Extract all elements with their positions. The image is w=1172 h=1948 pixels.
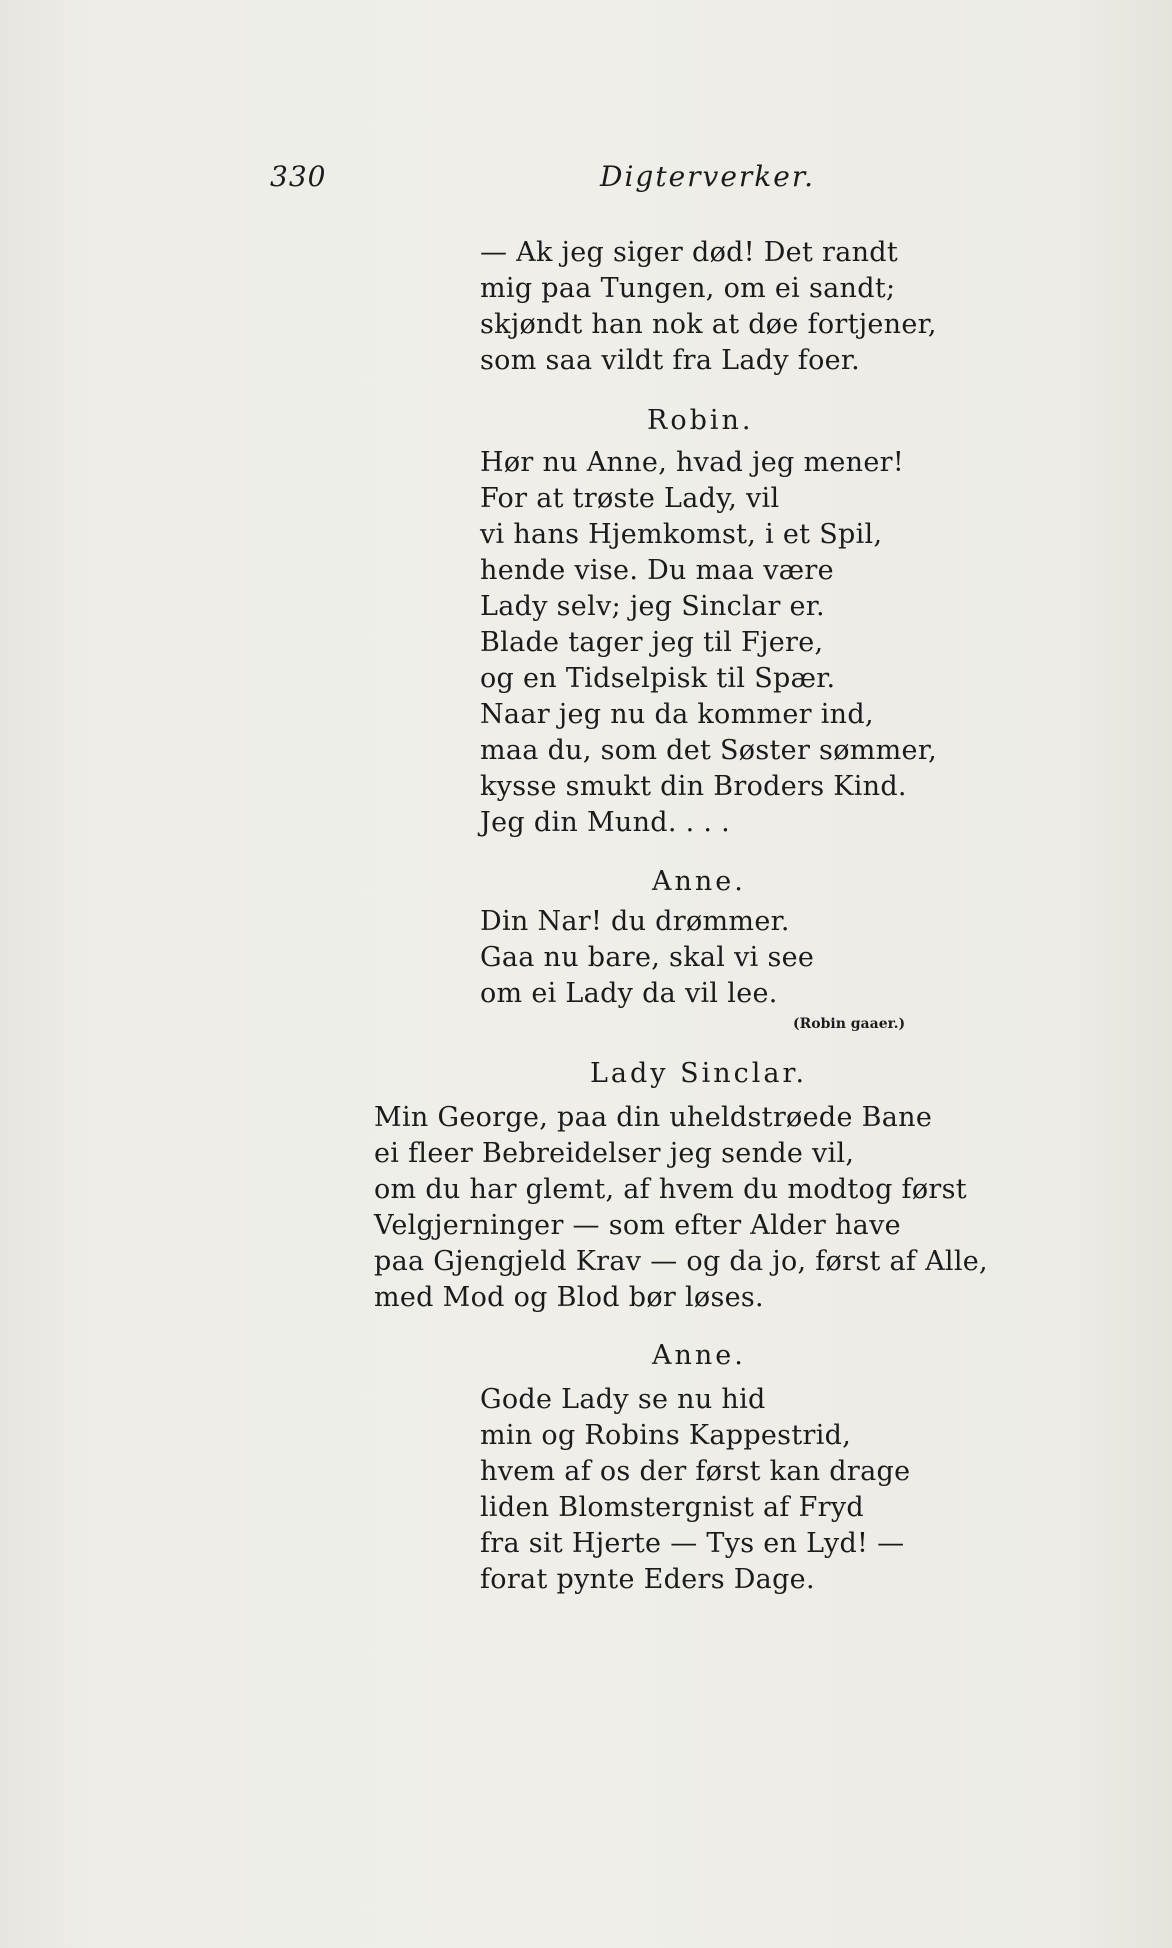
speech-robin <box>480 445 937 841</box>
verse-line: og en Tidselpisk til Spær. <box>480 663 836 694</box>
verse-line: Velgjerninger — som efter Alder have <box>374 1210 901 1241</box>
verse-line: forat pynte Eders Dage. <box>480 1564 815 1595</box>
verse-line: Gaa nu bare, skal vi see <box>480 942 815 973</box>
verse-line: maa du, som det Søster sømmer, <box>480 735 937 766</box>
verse-line: med Mod og Blod bør løses. <box>374 1282 764 1313</box>
verse-line: liden Blomstergnist af Fryd <box>480 1492 864 1523</box>
verse-line: For at trøste Lady, vil <box>480 483 780 514</box>
speaker-anne: Anne. <box>652 1340 746 1371</box>
verse-line: Blade tager jeg til Fjere, <box>480 627 824 658</box>
verse-line: som saa vildt fra Lady foer. <box>480 345 861 376</box>
verse-line: — Ak jeg siger død! Det randt <box>480 237 899 268</box>
verse-line: ei fleer Bebreidelser jeg sende vil, <box>374 1138 855 1169</box>
speech-anne-second <box>480 1382 910 1598</box>
verse-line: Jeg din Mund. . . . <box>480 807 731 838</box>
verse-line: mig paa Tungen, om ei sandt; <box>480 273 896 304</box>
page-number: 330 <box>270 160 327 193</box>
speech-anne <box>480 904 814 1012</box>
verse-line: Lady selv; jeg Sinclar er. <box>480 591 825 622</box>
verse-line: skjøndt han nok at døe fortjener, <box>480 309 937 340</box>
speech-continuation <box>480 235 937 379</box>
verse-line: Naar jeg nu da kommer ind, <box>480 699 874 730</box>
verse-line: om du har glemt, af hvem du modtog først <box>374 1174 967 1205</box>
verse-line: kysse smukt din Broders Kind. <box>480 771 907 802</box>
running-title: Digterverker. <box>600 160 816 193</box>
speaker-robin: Robin. <box>647 405 754 436</box>
stage-direction: (Robin gaaer.) <box>793 1016 906 1032</box>
speech-lady-sinclar <box>374 1100 988 1316</box>
verse-line: Gode Lady se nu hid <box>480 1384 766 1415</box>
verse-line: vi hans Hjemkomst, i et Spil, <box>480 519 883 550</box>
verse-line: hvem af os der først kan drage <box>480 1456 911 1487</box>
verse-line: Hør nu Anne, hvad jeg mener! <box>480 447 904 478</box>
running-head <box>0 160 1172 200</box>
verse-line: Min George, paa din uheldstrøede Bane <box>374 1102 933 1133</box>
speaker-lady-sinclar: Lady Sinclar. <box>590 1058 808 1089</box>
verse-line: Din Nar! du drømmer. <box>480 906 790 937</box>
verse-line: paa Gjengjeld Krav — og da jo, først af Alle, <box>374 1246 988 1277</box>
verse-line: min og Robins Kappestrid, <box>480 1420 852 1451</box>
verse-line: hende vise. Du maa være <box>480 555 834 586</box>
verse-line: fra sit Hjerte — Tys en Lyd! — <box>480 1528 905 1559</box>
verse-line: om ei Lady da vil lee. <box>480 978 778 1009</box>
speaker-anne: Anne. <box>652 866 746 897</box>
